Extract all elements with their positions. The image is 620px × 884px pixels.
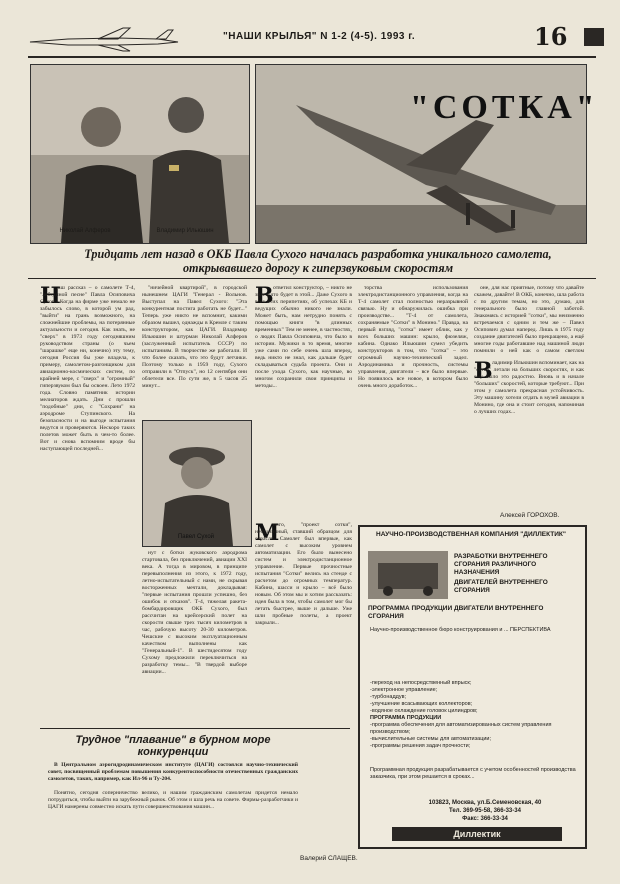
ad-block: ДВИГАТЕЛЕЙ ВНУТРЕННЕГО СГОРАНИЯ [454, 579, 548, 594]
ad-company: НАУЧНО-ПРОИЗВОДСТВЕННАЯ КОМПАНИЯ "ДИЛЛЕКТИК" [376, 531, 566, 538]
ad-phone: Тел. 369-95-58, 366-33-34 [449, 808, 521, 814]
ad-item: -переход на непосредственный впрыск; [370, 680, 472, 686]
paragraph: нут с ботки жуковского аэродрома стартовала, без приключений, авиации XXI века. А тогда в мировом, в принципе перевыполнения из этого, к 1972 году, летно-испытательный с нами, не скрывая восторженных мечтали, докладывая: "первые испытания прошли успешно, без ошибок и отказов". Т-4, тяжелая ракета-бомбардировщик ОКБ Сухого, был рассчитан на крейсерский полет на скорости свыше трех тысяч километров в час, рабочую высоту 20-30 километров. Чешские с высоким эксплуатационным качеством выполнены как "Генеральный-1". В шестидесятом году Сухому предложили переключиться на разработку темы... "В твердой выборе авиации... [142, 550, 247, 675]
article-column-4 [358, 285, 468, 517]
ad-item: -программы решения задач прочности; [370, 743, 471, 749]
aircraft-icon [28, 26, 188, 52]
ad-intro [370, 627, 578, 675]
ad-item: -программа обеспечения для автоматизированных систем управления производством; [370, 722, 552, 735]
paragraph: торства использования электродистанционного управления, когда на Т-4 самолет стал полностью неразрывной связью. Ну и обнаружилась ошибка при производстве... "Т-4 от самолета, сохраняемые "Сотки" в Монино." Правда, на первый взгляд, "сотка" имеет облик, как у всех больших машин: крыло, фюзеляж, кабина. Однако Ильюшин сумел убедить конструкторов в том, что "сотка" – это огромный научно-технический задел. Аэродинамика и прочность, системы управления, двигатели – все было впервые. Но появилось все новое, в котором было очень много доработок... [358, 285, 468, 389]
article-column-5b [474, 360, 584, 508]
article-column-1 [40, 285, 135, 725]
article-column-3b [255, 522, 352, 752]
article-column-3 [255, 285, 352, 517]
drop-cap: В [255, 283, 274, 309]
ad-footer [370, 767, 578, 797]
photo-caption: Владимир Ильюшин [156, 228, 214, 234]
advertisement [358, 525, 587, 849]
ad-block: РАЗРАБОТКИ ВНУТРЕННЕГО СГОРАНИЯ РАЗЛИЧНОГО НАЗНАЧЕНИЯ [454, 553, 548, 576]
pilots-photo [30, 64, 250, 244]
drop-cap: М [255, 520, 280, 546]
photo-caption: Николай Алферов [59, 228, 111, 234]
ad-contacts [400, 799, 570, 823]
sidebar-title: Трудное "плавание" в бурном море конкуренции [75, 734, 271, 758]
ad-text: Программная продукция разрабатывается с учетом особенностей производства заказчика, при этом решается в сроках... [370, 767, 576, 780]
paragraph: ного, "проект сотки", небудничный, ставший образцом для отрасли. Самолет был впервые, как самолет с высоким уровнем автоматизации. Его было вынесено систем и электродистанционное управление. Первые прочностные испытания "Сотки" велись на стенде с расчетом до огромных температур. Кабина, шасси и крыло – всё было новым. Об этом мы и хотим рассказать: идея была в том, чтобы самолет мог бы летать быстрее, выше и дальше. Уже шли пробные полеты, а проект закрыли... [255, 522, 352, 626]
ad-item: -турбонаддув; [370, 694, 407, 700]
portrait-caption: Павел Сухой [177, 534, 215, 540]
portrait-photo [142, 420, 252, 547]
ad-item: -вычислительные системы для автоматизации; [370, 736, 492, 742]
drop-cap: В [474, 358, 493, 384]
section-rule [40, 728, 350, 729]
ad-address: 103823, Москва, ул.Б.Семеновская, 40 [428, 800, 542, 806]
masthead-rule [28, 56, 596, 58]
masthead-title: "НАШИ КРЫЛЬЯ" N 1-2 (4-5). 1993 г. [223, 31, 416, 42]
paragraph: ответил конструктор, – никто не знает, что будет в этой... Даже Сухого в всех этих перипетиях, об успехах КБ и ведущих обычно никого не знали. Может быть, нам нетрудно понять с помощью книги "в длинных временных" Тем не менее, в частностях, о людях Павла Осиповича, что было в истории. Мужики в то время, многие уже сами по себе очень шла вперед, ведь никто не знал, как дальше будет складываться судьба проекта. Они и после ухода Сухого, как научные, во многом сохранили свои принципы и методы... [255, 285, 352, 389]
ad-block: ПРОГРАММА ПРОДУКЦИИ ДВИГАТЕЛИ ВНУТРЕННЕГО СГОРАНИЯ [368, 605, 544, 620]
ad-item: -улучшение всасывающих коллекторов; [370, 701, 473, 707]
sidebar-body [48, 790, 298, 850]
ad-list [370, 680, 578, 750]
paragraph: ладимир Ильюшин вспоминает, как на "сотке" летали на больших скоростях, и как ему было это радостно. Вновь и в начале "больших" скоростей, которые требуют... При этом у самолета прекрасная устойчивость. Эту машину хотели отдать в музей авиации в Монино, где она и стоит сегодня, напоминая о лучших годах... [474, 360, 584, 415]
author-signature: Алексей ГОРОХОВ. [500, 512, 560, 519]
drop-cap: Н [40, 283, 61, 309]
page-number: 16 [534, 22, 568, 51]
ad-item: -водяное охлаждение головок цилиндров; [370, 708, 478, 714]
page-marker [584, 28, 604, 46]
article-column-2 [142, 285, 247, 415]
article-column-5 [474, 285, 584, 355]
company-logo [392, 827, 562, 841]
author-signature: Валерий СЛАЩЕВ. [300, 855, 358, 862]
paragraph: "ничейной квартирой", в городской нынешнем ЦАГИ "Генерал - Вольнов. Выступал на Павел Сухого: "Эта конкурентная постига работать не будет..." Теперь уже никто не вспомнит, какими образом вышел, однажды в Кремле с таким конструктором, как ЦАГИ. Владимир Ильюшин и штурман Николай Алферов (заслуженный испытатель СССР) по испытаниям. В творчестве же работали. И что более сказать, что это будут летчики. Поэтому только в 1959 году, Сухого отправили в "Отпуск", но 12 сентября они облетели все. По сути же, в 5 часов 25 минут... [142, 285, 247, 389]
ad-fax: Факс: 366-33-34 [462, 816, 508, 822]
paragraph: В Центральном аэрогидродинамическом институте (ЦАГИ) состоялся научно-технический совет, посвященный проблемам повышения конкурентоспособности отечественных гражданских самолетов, таких, например, как Ил-96 и Ту-204. [48, 762, 298, 782]
paragraph: Понятно, сегодня соперничество велико, и нашим гражданским самолетам придется немало потрудиться, чтобы выйти на зарубежный рынок. Об этом и шла речь на совете. Фирмы-разработчики и ЦАГИ намерены совместно искать пути совершенствования машин... [48, 790, 298, 810]
section-rule [28, 278, 596, 279]
masthead [28, 22, 598, 52]
article-title: "СОТКА" [410, 89, 599, 126]
ad-item: -электронное управление; [370, 687, 438, 693]
ad-text: Научно-производственное бюро конструирования и ... ПЕРСПЕКТИВА [370, 627, 551, 633]
article-lead: Тридцать лет назад в ОКБ Павла Сухого началась разработка уникального самолета, открывавшего дорогу к гиперзвуковым скоростям [84, 247, 552, 275]
engine-image [368, 551, 448, 599]
logo-text: Диллектик [453, 829, 501, 839]
paragraph: оне, для нас приятные, потому что давайте скажем, давайте! В ОКБ, конечно, шла работа с по другим темам, но это, думаю, для генерального было главной заботой. Знакомясь с историей "сотки", мы неизменно встречаемся с одним и тем же – Павел Осипович думал наперед. Лишь в 1975 году создание двигателей было прекращено, а ещё многие годы работавшие над машиной люди помнили о ней как о самом светлом [474, 285, 584, 354]
article-column-2b [142, 550, 247, 728]
ad-item: ПРОГРАММА ПРОДУКЦИИ [370, 715, 442, 721]
sidebar-intro [48, 762, 298, 786]
paragraph: аш рассказ – о самолете Т-4, "лебединой песне" Павла Осиповича Сухого. Когда на фирме уже немало не забылось слово, в которой ум рад, "выйти" на грань возможного, на сложнейшие проблемы, на потерянные актуальности и сегодня. Как знать, не "сверх" в 1973 году сегодняшним руководством страны (о чьем "шарашке" еще ни, конечно) эту тему, сегодня Россия бы уже владела, к примеру, самолетом-разгонщиком для авиационно-космических систем, по крайней мере, с "сверх" и "огромный" гиперзвуком был бы освоен. Лето 1972 года. Словно памятник истории мелиаторов ждать. Дни с прошли "подобные" дни, с "Сохрани" на аэродроме Ступинского. На безопасности и на выгоде испытания ведутся и проверяются. Нескоро таких полетов может быть в чем-то более. Вот и снова вспомним вроде бы наступающей последней... [40, 285, 135, 452]
